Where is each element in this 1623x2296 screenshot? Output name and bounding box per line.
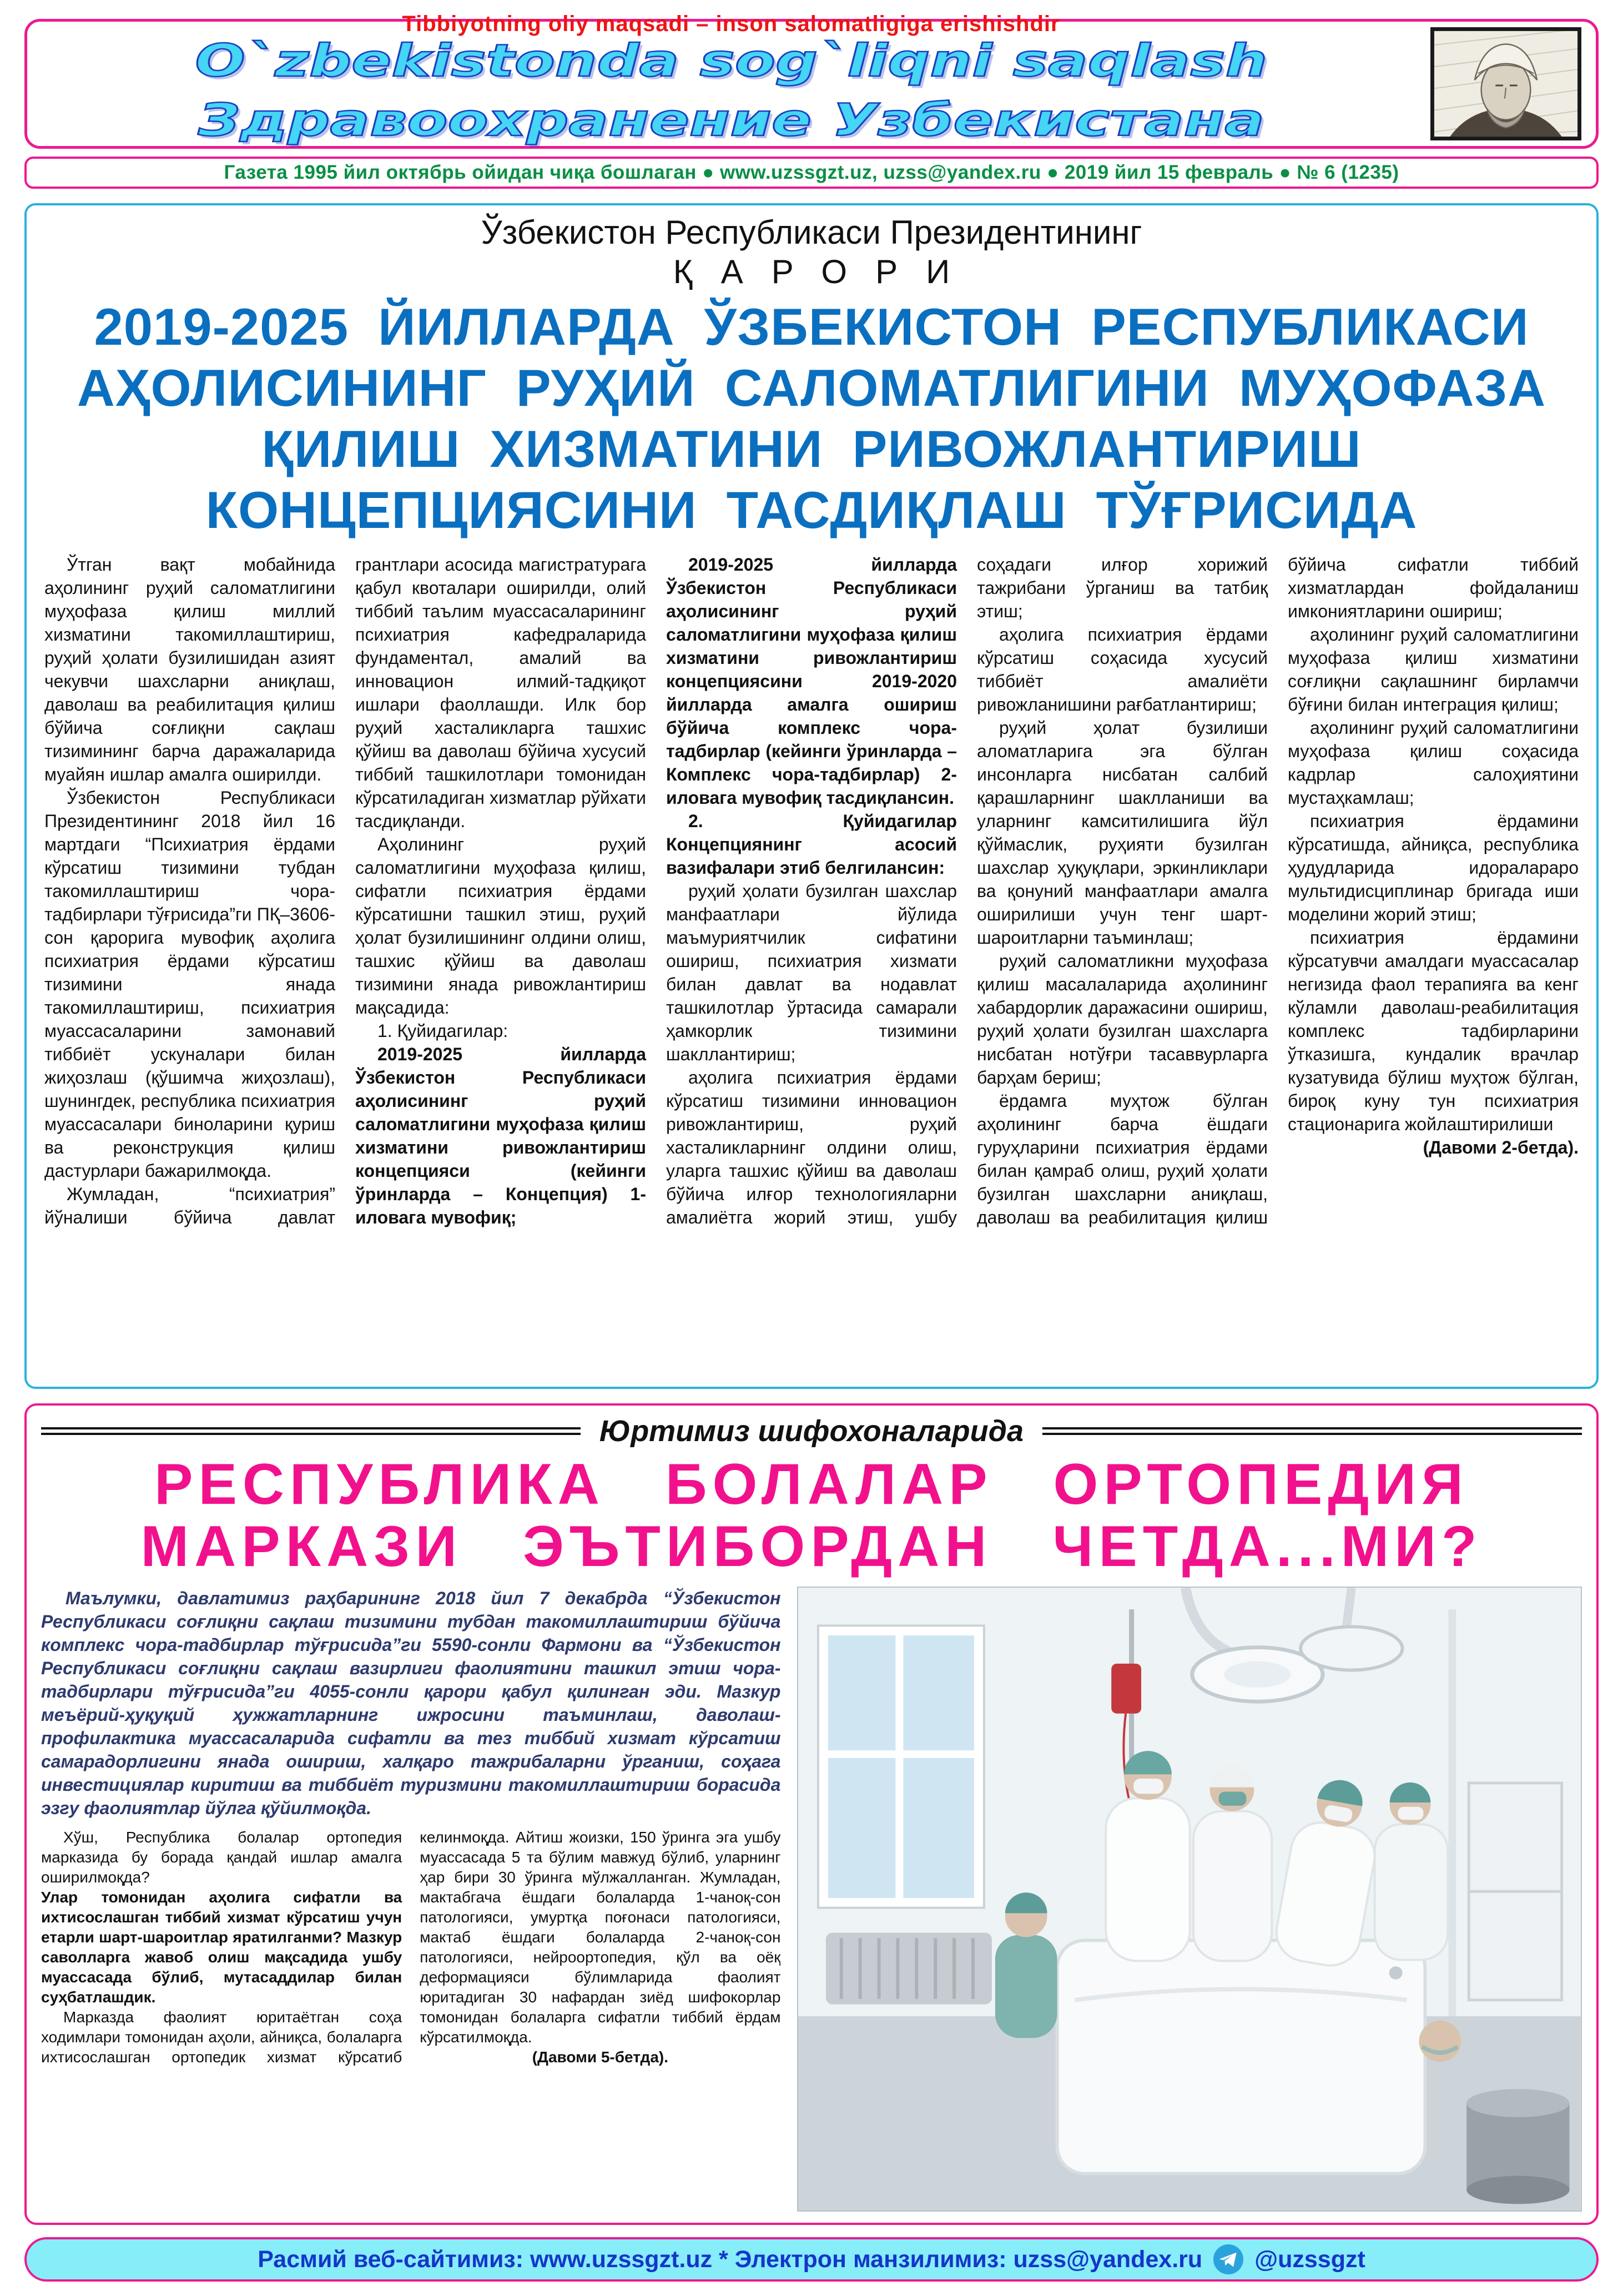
avicenna-portrait [1430,27,1581,140]
decree-headline-line: АҲОЛИСИНИНГ РУҲИЙ САЛОМАТЛИГИНИ МУҲОФАЗА [77,359,1546,417]
paragraph: ёрдамга муҳтож бўлган аҳолининг барча ёшдаги гуруҳларини психиатрия ёрдами билан қамраб олиш, руҳий ҳолати бузилган шахсларни аниқлаш, даволаш ва реабилитация қилиш бўйича сифатли тиббий хизматлардан фойдаланиш имкониятларини ошириш; [977,555,1579,1227]
issue-info-text: Газета 1995 йил октябрь ойидан чиқа бошлаган ● www.uzssgzt.uz, uzss@yandex.ru ● 2019 йил 15 февраль ● № 6 (1235) [224,162,1399,183]
masthead [24,12,1599,149]
banner-rule-left [41,1427,581,1435]
issue-info-bar [24,157,1599,189]
paragraph: Улар томонидан аҳолига сифатли ва ихтисослашган тиббий хизмат кўрсатиш учун етарли шарт-шароитлар яратилганми? Мазкур саволларга жавоб олиш мақсадида ушбу муассасада бўлиб, мутасаддилар билан суҳбатлашдик. [41,1889,402,2006]
decree-type: ҚАРОРИ [673,253,979,290]
telegram-handle: @uzssgzt [1254,2245,1365,2273]
paragraph: Жумладан, “психиатрия” йўналиши бўйича давлат грантлари асосида магистратурага қабул квоталари оширилди, олий тиббий таълим муассасаларининг психиатрия кафедраларида фундаментал, амалий ва инновацион илмий-тадқиқот ишлари фаоллашди. Илк бор руҳий хасталикларга ташхис қўйиш ва даволаш бўйича хусусий тиббий ташкилотлари томонидан кўрсатиладиган хизматлар рўйхати тасдиқланди. [44,555,646,1227]
paragraph: аҳолининг руҳий саломатлигини муҳофаза қилиш соҳасида кадрлар салоҳиятини мустаҳкамлаш; [1288,718,1579,808]
newspaper-title-cyrillic-text: Здравоохранение Узбекистана [198,94,1264,146]
paragraph: руҳий ҳолати бузилган шахслар манфаатлари йўлида маъмуриятчилик сифатини ошириш, психиатрия хизмати билан давлат ва нодавлат ташкилотлар ўртасида самарали ҳамкорлик тизимини шакллантириш; [666,881,957,1064]
report-lead: Маълумки, давлатимиз раҳбарининг 2018 йил 7 декабрда “Ўзбекистон Республикаси соғлиқни сақлаш тизимини тубдан такомиллаштириш бўйича комплекс чора-тадбирлар тўғрисида”ги 5590-сонли Фармони ва “Ўзбекистон Республикаси соғлиқни сақлаш вазирлиги фаолиятини ташкил этиш чора-тадбирлари тўғрисида”ги 4055-сонли қарори қабул қилинган эди. Мазкур меъёрий-ҳуқуқий ҳужжатларнинг ижросини таъминлаш, даволаш-профилактика муассасаларида сифатли ва тез тиббий хизмат кўрсатиш самарадорлигини янада ошириш, халқаро тажрибаларни ўрганиш, соҳага инвестициялар киритиш ва тиббиёт туризмини такомиллаштириш борасида эзгу фаолиятлар йўлга қўйилмоқда. [41,1588,781,1818]
masthead-slogan: Tibbiyotning oliy maqsadi – inson salomatligiga erishishdir [402,12,1060,36]
newspaper-title-latin-text: O`zbekistonda sog`liqni saqlash [195,35,1267,87]
section-banner-title: Юртимиз шифохоналарида [599,1414,1024,1448]
continuation-note: (Давоми 2-бетда). [1423,1137,1579,1157]
decree-headline-line: КОНЦЕПЦИЯСИНИ ТАСДИҚЛАШ ТЎҒРИСИДА [205,481,1418,539]
paragraph: Ўзбекистон Республикаси Президентининг 2018 йил 16 мартдаги “Психиатрия ёрдами кўрсатиш тизимини тубдан такомиллаштириш чора-тадбирлари тўғрисида”ги ПҚ–3606-сон қарорига мувофиқ аҳолига психиатрия ёрдами кўрсатиш тизимини янада такомиллаштириш, психиатрия муассасаларини замонавий тиббиёт ускуналари билан жиҳозлаш (қўшимча жиҳозлаш), шунингдек, республика психиатрия муассасалари биноларини қуриш ва реконструкция қилиш дастурлари бажарилмоқда. [44,788,335,1181]
paragraph: аҳолига психиатрия ёрдами кўрсатиш тизимини инновацион ривожлантириш, руҳий хасталикларнинг олдини олиш, уларга ташхис қўйиш ва даволаш бўйича илғор технологияларни амалиётга жорий этиш, ушбу соҳадаги илғор хорижий тажрибани ўрганиш ва татбиқ этиш; [666,555,1268,1227]
banner-rule-right [1042,1427,1582,1435]
paragraph: аҳолининг руҳий саломатлигини муҳофаза қилиш хизматини соғлиқни сақлашнинг бирламчи бўғини билан интеграция қилиш; [1288,625,1579,714]
paragraph: психиатрия ёрдамини кўрсатишда, айниқса, республика ҳудудларида идоралараро мультидисциплинар бригада иши моделини жорий этиш; [1288,811,1579,924]
report-content [41,1587,1582,2212]
newspaper-title-latin [42,35,1420,97]
footer-bar [24,2237,1599,2282]
paragraph: Аҳолининг руҳий саломатлигини муҳофаза қилиш, сифатли психиатрия ёрдами кўрсатишни ташкил этиш, руҳий ҳолат бузилишининг олдини олиш, ташхис қўйиш ва даволаш тизимини янада ривожлантириш мақсадида: [355,834,646,1018]
decree-body [44,553,1579,1374]
paragraph: 2019-2025 йилларда Ўзбекистон Республикаси аҳолисининг руҳий саломатлигини муҳофаза қилиш хизматини ривожлантириш концепцияси (кейинги ўринларда – Концепция) 1-иловага мувофиқ; [355,1044,646,1227]
decree-headline-line: ҚИЛИШ ХИЗМАТИНИ РИВОЖЛАНТИРИШ [261,420,1362,478]
operating-room-photo [797,1587,1582,2212]
decree-article [24,203,1599,1389]
paragraph: психиатрия ёрдамини кўрсатувчи амалдаги муассасалар негизида фаол терапияга ва кенг кўламли даволаш-реабилитация комплекс тадбирларини ўтказишга, кундалик врачлар кузатувида бўлиш муҳтож бўлган, бироқ куну тун психиатрия стационарига жойлаштирилиши [1288,928,1579,1134]
paragraph: 1. Қуйидагилар: [377,1021,508,1041]
paragraph: руҳий ҳолат бузилиши аломатларига эга бўлган инсонларга нисбатан салбий қарашларнинг шаклланиши ва уларнинг камситилишига йўл қўймаслик, руҳияти бузилган шахслар ҳуқуқлари, эркинликлари ва қонуний манфаатлари амалга оширилиши учун тенг шарт-шароитларни таъминлаш; [977,718,1268,948]
decree-headline-line: 2019-2025 ЙИЛЛАРДА ЎЗБЕКИСТОН РЕСПУБЛИКАСИ [94,298,1529,356]
paragraph: Ўтган вақт мобайнида аҳолининг руҳий саломатлигини муҳофаза қилиш миллий хизматини такомиллаштириш, руҳий ҳолати бузилишидан азият чекувчи шахсларни аниқлаш, даволаш ва реабилитация қилиш бўйича соғлиқни сақлаш тизимининг барча даражаларида муайян ишлар амалга оширилди. [44,555,335,784]
report-article [24,1403,1599,2225]
paragraph: Хўш, Республика болалар ортопедия марказида бу борада қандай ишлар амалга оширилмоқда? [41,1829,402,1886]
masthead-titles [42,11,1420,157]
report-headline-line: РЕСПУБЛИКА БОЛАЛАР ОРТОПЕДИЯ [154,1452,1469,1517]
footer-text: Расмий веб-сайтимиз: www.uzssgzt.uz * Электрон манзилимиз: uzss@yandex.ru [258,2245,1203,2273]
report-text-column [41,1587,780,2212]
paragraph: 2019-2025 йилларда Ўзбекистон Республикаси аҳолисининг руҳий саломатлигини муҳофаза қилиш хизматини ривожлантириш концепциясини 2019-2020 йилларда амалга ошириш бўйича комплекс чора-тадбирлар (кейинги ўринларда – Комплекс чора-тадбирлар) 2-иловага мувофиқ тасдиқлансин. [666,555,957,808]
paragraph: аҳолига психиатрия ёрдами кўрсатиш соҳасида хусусий тиббиёт амалиёти ривожланишини рағбатлантириш; [977,625,1268,714]
paragraph: руҳий саломатликни муҳофаза қилиш масалаларида аҳолининг хабардорлик даражасини ошириш, руҳий ҳолати бузилган шахсларга нисбатан нотўғри тасаввурларга барҳам бериш; [977,951,1268,1087]
paragraph: 2. Қуйидагилар Концепциянинг асосий вазифалари этиб белгилансин: [666,811,957,878]
section-banner [41,1413,1582,1449]
report-headline-line: МАРКАЗИ ЭЪТИБОРДАН ЧЕТДА...МИ? [140,1514,1483,1579]
report-body [41,1827,780,2212]
newspaper-title-cyrillic [42,94,1420,157]
decree-kicker: Ўзбекистон Республикаси Президентининг [481,214,1142,251]
decree-headline [44,296,1579,541]
telegram-icon [1213,2244,1243,2274]
report-headline [41,1453,1582,1578]
continuation-note: (Давоми 5-бетда). [532,2048,669,2066]
paragraph: Марказда фаолият юритаётган соҳа ходимлари томонидан аҳоли, айниқса, болаларга ихтисослашган ортопедик хизмат кўрсатиб келинмоқда. Айтиш жоизки, 150 ўринга эга ушбу муассасада 5 та бўлим мавжуд бўлиб, уларнинг ҳар бири 30 ўринга мўлжалланган. Жумладан, мактабгача ёшдаги болаларда 1-чаноқ-сон патологияси, умуртқа поғонаси патологияси, мактаб ёшдаги болаларда 2-чаноқ-сон патологияси, нейроортопедия, қўл ва оёқ деформацияси бўлимларида фаолият юритадиган 30 нафардан зиёд шифокорлар томонидан болаларга сифатли тиббий ёрдам кўрсатилмоқда. [41,1829,781,2066]
